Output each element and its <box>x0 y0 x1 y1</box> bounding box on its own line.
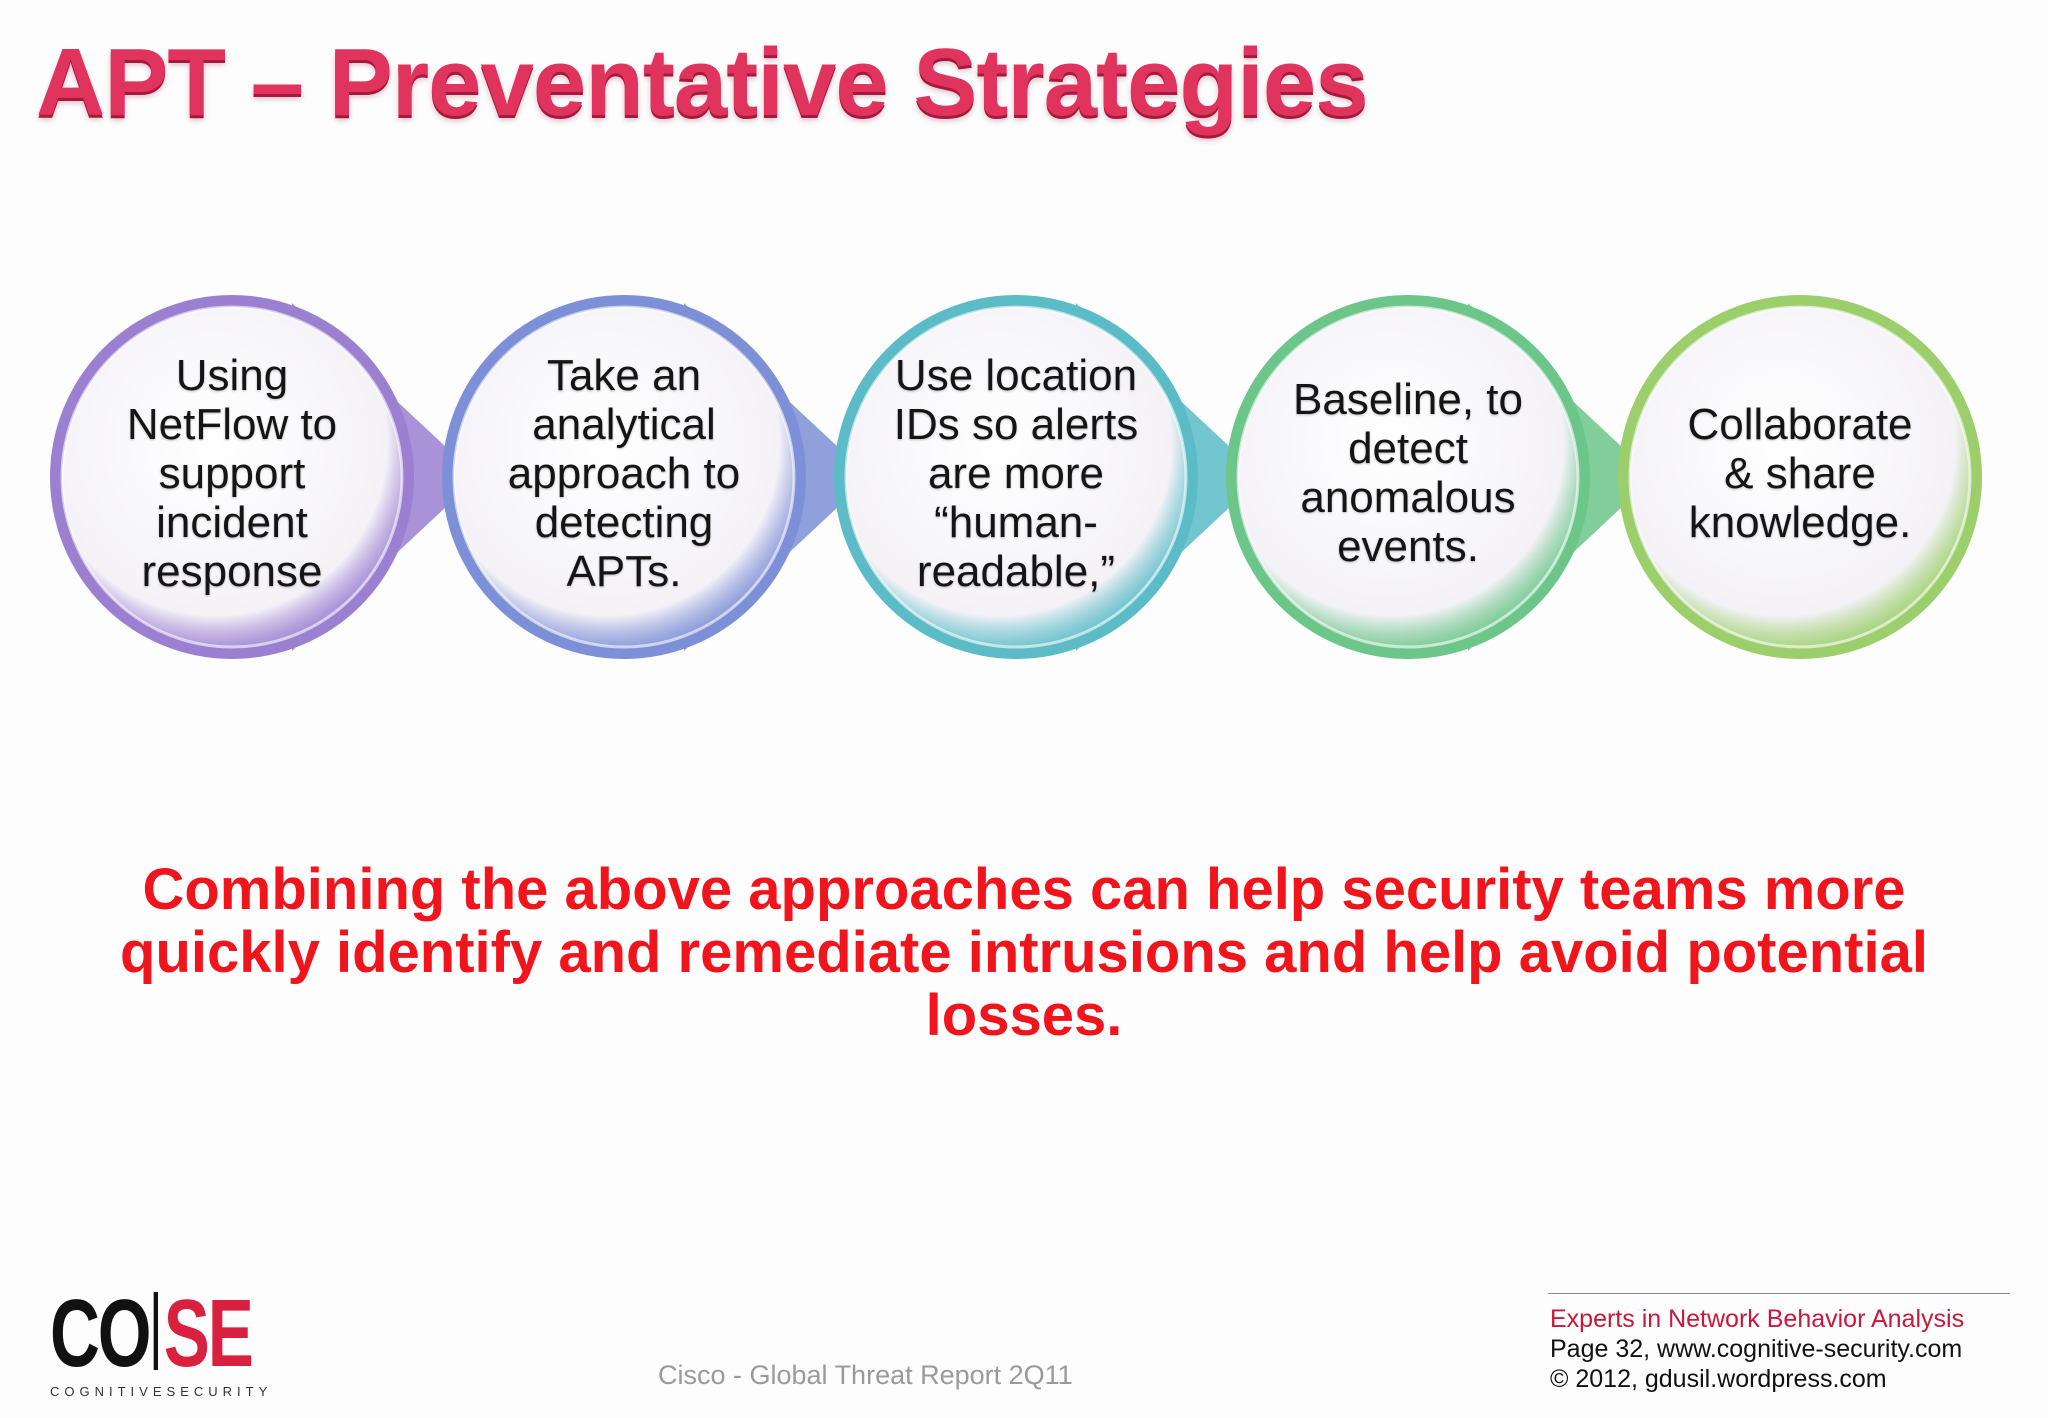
flow-step-1-line: incident <box>156 497 308 547</box>
footer-info <box>1550 1304 1964 1394</box>
flow-step-4-text <box>1258 375 1558 571</box>
flow-step-3-line: IDs so alerts <box>893 399 1139 449</box>
flow-step-1-line: Using <box>175 350 289 400</box>
flow-step-2-line: APTs. <box>566 546 682 596</box>
flow-step-3-line: Use location <box>894 350 1138 400</box>
summary-statement: Combining the above approaches can help security teams more quickly identify and remediate intrusions and help avoid potential losses. <box>120 857 1928 1048</box>
flow-step-3-text <box>866 351 1166 596</box>
cose-logo <box>50 1280 273 1399</box>
footer-copyright: © 2012, gdusil.wordpress.com <box>1550 1365 1887 1393</box>
flow-step-5-line: knowledge. <box>1688 497 1912 547</box>
flow-step-2-line: detecting <box>534 497 714 547</box>
flow-step-3-line: “human- <box>934 497 1098 547</box>
flow-step-4-line: Baseline, to <box>1293 375 1523 424</box>
flow-step-5-text <box>1650 400 1950 547</box>
logo-subtitle: COGNITIVESECURITY <box>50 1384 273 1399</box>
flow-step-5-line: Collaborate <box>1687 399 1913 449</box>
flow-step-5-line: & share <box>1724 448 1876 498</box>
footer-page-url: Page 32, www.cognitive-security.com <box>1550 1335 1963 1363</box>
footer-divider <box>1548 1293 2010 1294</box>
flow-step-2-line: approach to <box>507 448 741 498</box>
flow-step-4-line: anomalous <box>1300 473 1516 522</box>
flow-step-2-text <box>474 351 774 596</box>
flow-step-3-line: are more <box>927 448 1105 498</box>
footer-tagline: Experts in Network Behavior Analysis <box>1550 1305 1965 1333</box>
flow-step-4-line: detect <box>1348 424 1468 473</box>
slide-title: APT – Preventative Strategies <box>36 29 1368 136</box>
source-citation: Cisco - Global Threat Report 2Q11 <box>658 1360 1073 1390</box>
flow-step-3-line: readable,” <box>916 546 1116 596</box>
logo-wordmark: CO SE <box>50 1280 252 1387</box>
flow-step-1-line: support <box>158 448 306 498</box>
flow-step-1-text <box>82 351 382 596</box>
flow-step-2-line: analytical <box>532 399 716 449</box>
flow-step-4-line: events. <box>1337 522 1479 571</box>
flow-step-1-line: response <box>141 546 323 596</box>
flow-step-2-line: Take an <box>546 350 702 400</box>
flow-step-1-line: NetFlow to <box>126 399 338 449</box>
